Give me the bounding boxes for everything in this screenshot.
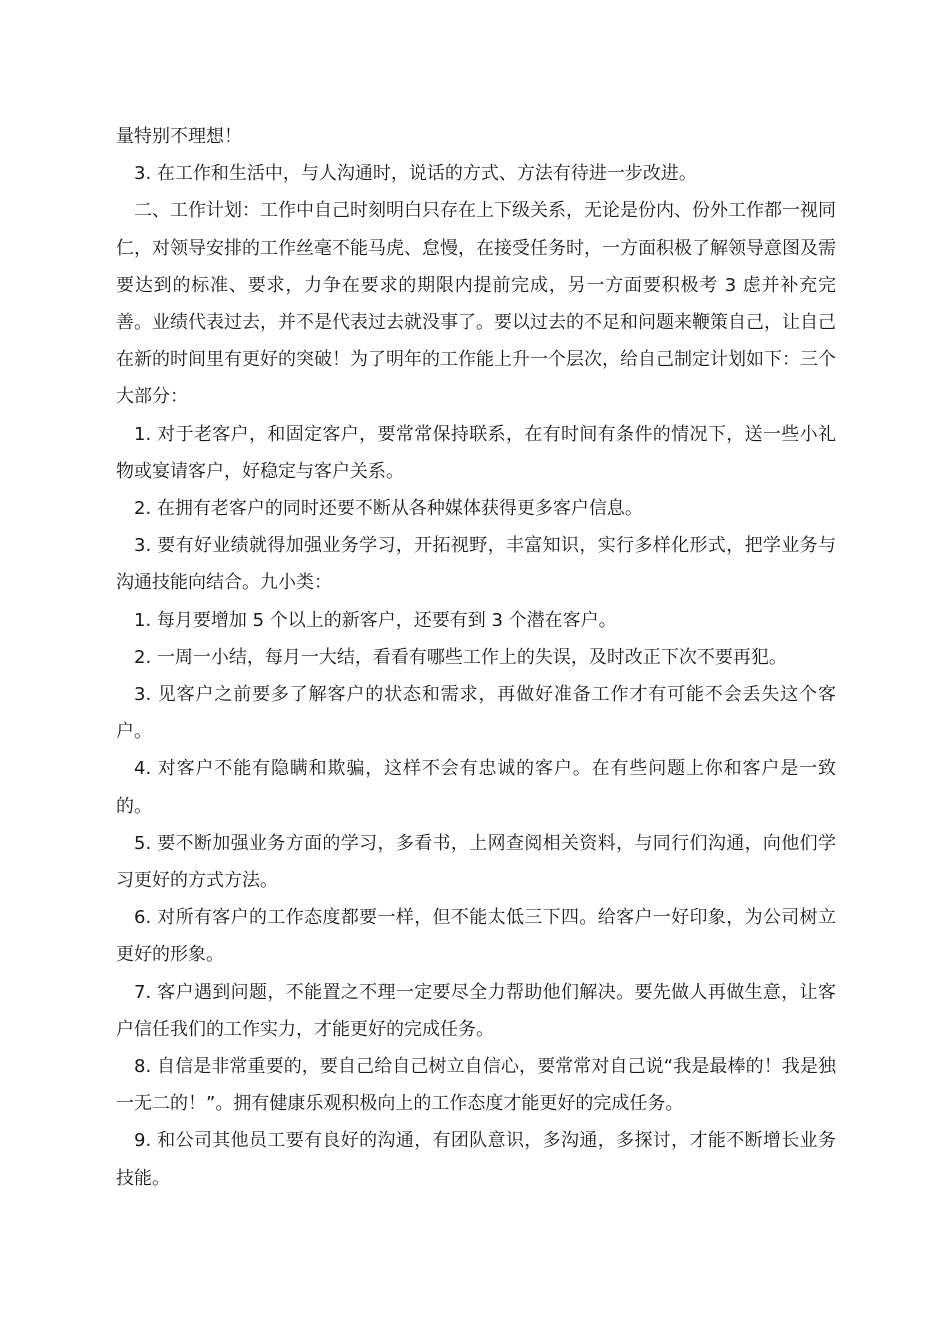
paragraph-minor-7: 7. 客户遇到问题，不能置之不理一定要尽全力帮助他们解决。要先做人再做生意，让客户信任我们的工作实力，才能更好的完成任务。 xyxy=(116,981,836,1040)
paragraph-minor-9: 9. 和公司其他员工要有良好的沟通，有团队意识，多沟通，多探讨，才能不断增长业务技能。 xyxy=(116,1130,836,1189)
paragraph-major-3: 3. 要有好业绩就得加强业务学习，开拓视野，丰富知识，实行多样化形式，把学业务与沟通技能向结合。九小类： xyxy=(116,535,836,594)
paragraph-minor-8: 8. 自信是非常重要的，要自己给自己树立自信心，要常常对自己说“我是最棒的！我是独一无二的！”。拥有健康乐观积极向上的工作态度才能更好的完成任务。 xyxy=(116,1056,836,1115)
paragraph-minor-1: 1. 每月要增加 5 个以上的新客户，还要有到 3 个潜在客户。 xyxy=(134,609,617,631)
paragraph-minor-2: 2. 一周一小结，每月一大结，看看有哪些工作上的失误，及时改正下次不要再犯。 xyxy=(134,646,787,668)
paragraph-major-1: 1. 对于老客户，和固定客户，要常常保持联系，在有时间有条件的情况下，送一些小礼物或宴请客户，好稳定与客户关系。 xyxy=(116,423,836,482)
paragraph-minor-5: 5. 要不断加强业务方面的学习，多看书，上网查阅相关资料，与同行们沟通，向他们学习更好的方式方法。 xyxy=(116,832,836,892)
paragraph-minor-4: 4. 对客户不能有隐瞒和欺骗，这样不会有忠诚的客户。在有些问题上你和客户是一致的。 xyxy=(116,758,836,817)
paragraph-problem-3: 3. 在工作和生活中，与人沟通时，说话的方式、方法有待进一步改进。 xyxy=(134,163,697,185)
paragraph-major-2: 2. 在拥有老客户的同时还要不断从各种媒体获得更多客户信息。 xyxy=(134,498,643,520)
paragraph-minor-3: 3. 见客户之前要多了解客户的状态和需求，再做好准备工作才有可能不会丢失这个客户。 xyxy=(116,684,836,743)
paragraph-work-plan: 二、工作计划：工作中自己时刻明白只存在上下级关系，无论是份内、份外工作都一视同仁，对领导安排的工作丝毫不能马虎、怠慢，在接受任务时，一方面积极了解领导意图及需要达到的标准、要求，力争在要求的期限内提前完成，另一方面要积极考 3 虑并补充完善。业绩代表过去，并不是代表过去就没事了。要以过去的不足和问题来鞭策自己，让自己在新的时间里有更好的突破！为了明年的工作能上升一个层次，给自己制定计划如下：三个大部分： xyxy=(116,200,836,408)
paragraph-continuation: 量特别不理想！ xyxy=(116,126,242,147)
paragraph-minor-6: 6. 对所有客户的工作态度都要一样，但不能太低三下四。给客户一好印象，为公司树立更好的形象。 xyxy=(116,907,836,966)
document-body xyxy=(116,118,836,1197)
